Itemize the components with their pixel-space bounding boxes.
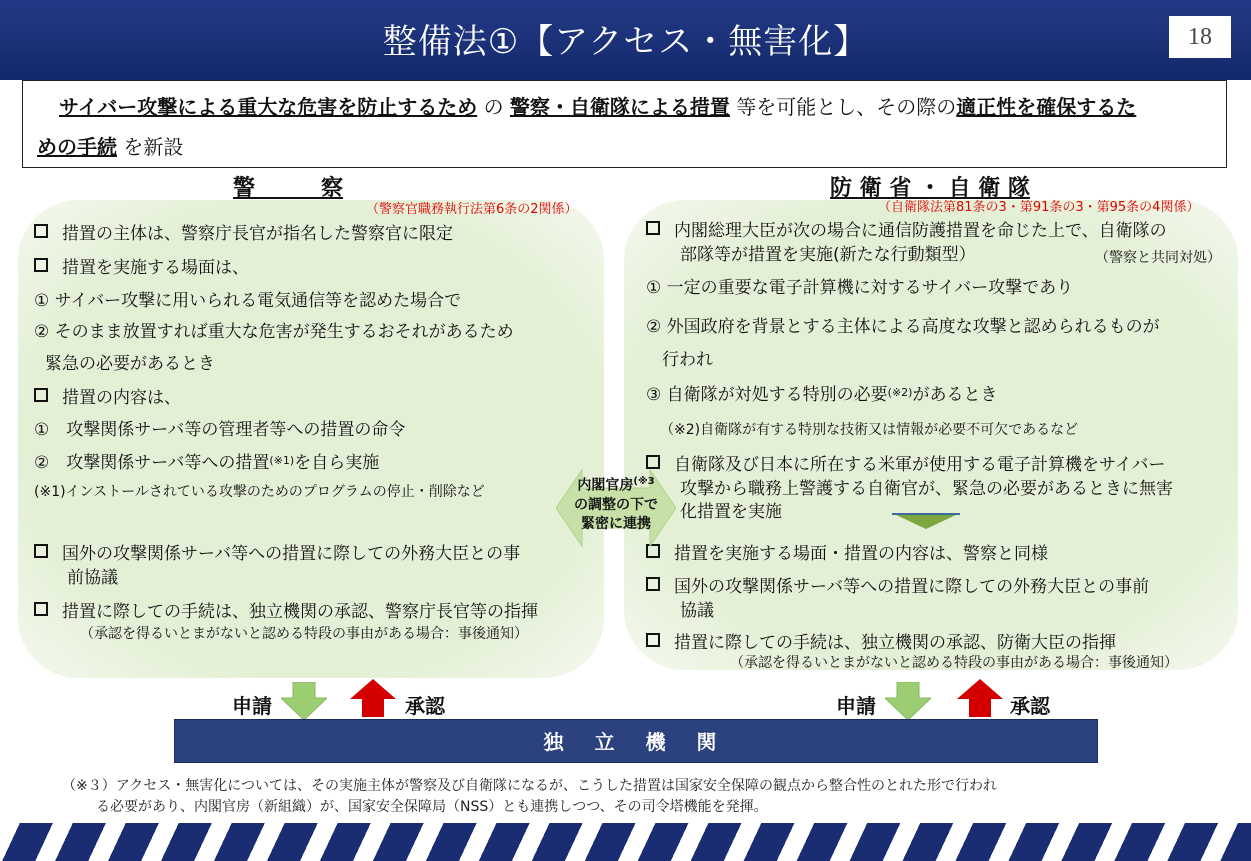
sdf-item-order-2: 部隊等が措置を実施(新たな行動類型）: [680, 245, 976, 265]
police-item-mofa: 国外の攻撃関係サーバ等への措置に際しての外務大臣との事: [34, 539, 520, 564]
sdf-cond-2b: 行われ: [662, 350, 713, 370]
summary-box: [22, 80, 1227, 168]
sdf-item-protect-3: 化措置を実施: [680, 502, 782, 522]
footnote: [62, 776, 1232, 818]
sdf-title: 防 衛 省 ・ 自 衛 隊: [830, 176, 1030, 201]
sdf-joint-note: （警察と共同対処）: [1095, 250, 1221, 266]
sdf-item-mofa: 国外の攻撃関係サーバ等への措置に際しての外務大臣との事前: [646, 572, 1149, 597]
approve-label-left: 承認: [405, 694, 445, 718]
sdf-item-protect: 自衛隊及び日本に所在する米軍が使用する電子計算機をサイバー: [646, 450, 1165, 475]
sdf-item-protect-2: 攻撃から職務上警護する自衛官が、緊急の必要があるときに無害: [680, 479, 1173, 499]
summary-text-3: を新設: [123, 135, 184, 159]
summary-emph-4: めの手続: [37, 135, 117, 159]
down-chevron-icon: [892, 513, 960, 531]
checkbox-bullet-icon: [34, 602, 48, 616]
coordination-label: 内閣官房$^{(※3}$ の調整の下で 緊密に連携: [574, 476, 658, 532]
page-number: 18: [1169, 16, 1231, 58]
police-note-1: (※1)インストールされている攻撃のためのプログラムの停止・削除など: [34, 484, 485, 500]
page-title: 整備法①【アクセス・無害化】: [382, 22, 869, 62]
footer-stripes: [0, 823, 1251, 861]
summary-emph-2: 警察・自衛隊による措置: [509, 95, 730, 119]
police-scene-2b: 緊急の必要があるとき: [45, 354, 215, 374]
sdf-item-mofa-2: 協議: [680, 601, 714, 621]
sdf-cond-3: ③ 自衛隊が対処する特別の必要$^{(※2)}$があるとき: [646, 385, 998, 405]
sdf-law-ref: （自衛隊法第81条の3・第91条の3・第95条の4関係）: [878, 200, 1200, 215]
up-arrow-icon: [350, 679, 396, 717]
checkbox-bullet-icon: [646, 633, 660, 647]
sdf-cond-2: ② 外国政府を背景とする主体による高度な攻撃と認められるものが: [646, 317, 1160, 337]
police-item-subject: 措置の主体は、警察庁長官が指名した警察官に限定: [34, 219, 453, 244]
up-arrow-icon: [957, 679, 1003, 717]
header-bar: [0, 0, 1251, 80]
sdf-note-2: （※2)自衛隊が有する特別な技術又は情報が必要不可欠であるなど: [660, 422, 1079, 438]
police-content-2: ② 攻撃関係サーバ等への措置$^{(※1)}$を自ら実施: [34, 453, 380, 473]
police-scene-2: ② そのまま放置すれば重大な危害が発生するおそれがあるため: [34, 322, 514, 342]
footnote-line-1: （※３）アクセス・無害化については、その実施主体が警察及び自衛隊になるが、こうした措置は国家安全保障の観点から整合性のとれた形で行われ: [62, 778, 998, 794]
police-scene-1: ① サイバー攻撃に用いられる電気通信等を認めた場合で: [34, 291, 462, 311]
summary-text-2: 等を可能とし、その際の: [736, 95, 957, 119]
independent-agency-bar: 独 立 機 関: [174, 719, 1098, 763]
police-item-content: 措置の内容は、: [34, 383, 181, 408]
police-title: 警 察: [233, 176, 344, 201]
police-item-mofa-2: 前協議: [67, 568, 118, 588]
sdf-cond-1: ① 一定の重要な電子計算機に対するサイバー攻撃であり: [646, 278, 1074, 298]
sdf-item-procedure: 措置に際しての手続は、独立機関の承認、防衛大臣の指揮: [646, 628, 1116, 653]
apply-label-left: 申請: [232, 694, 272, 718]
sdf-procedure-note: （承認を得るいとまがないと認める特段の事由がある場合：事後通知）: [730, 655, 1178, 671]
footnote-line-2: る必要があり、内閣官房（新組織）が、国家安全保障局（NSS）とも連携しつつ、その司令塔機能を発揮。: [96, 799, 768, 815]
sdf-item-order: 内閣総理大臣が次の場合に通信防護措置を命じた上で、自衛隊の: [646, 216, 1167, 241]
down-arrow-icon: [885, 682, 931, 720]
police-procedure-note: （承認を得るいとまがないと認める特段の事由がある場合：事後通知）: [80, 626, 528, 642]
checkbox-bullet-icon: [34, 258, 48, 272]
summary-text-1: の: [483, 95, 504, 119]
approve-label-right: 承認: [1010, 694, 1050, 718]
checkbox-bullet-icon: [34, 388, 48, 402]
summary-emph-3: 適正性を確保するた: [956, 95, 1137, 119]
checkbox-bullet-icon: [34, 224, 48, 238]
checkbox-bullet-icon: [646, 577, 660, 591]
sdf-item-same: 措置を実施する場面・措置の内容は、警察と同様: [646, 539, 1048, 564]
police-item-procedure: 措置に際しての手続は、独立機関の承認、警察庁長官等の指揮: [34, 597, 538, 622]
checkbox-bullet-icon: [34, 544, 48, 558]
summary-emph-1: サイバー攻撃による重大な危害を防止するため: [59, 95, 478, 119]
checkbox-bullet-icon: [646, 221, 660, 235]
down-arrow-icon: [281, 682, 327, 720]
police-content-1: ① 攻撃関係サーバ等の管理者等への措置の命令: [34, 420, 406, 440]
police-law-ref: （警察官職務執行法第6条の2関係）: [366, 202, 578, 217]
apply-label-right: 申請: [836, 694, 876, 718]
police-item-scene: 措置を実施する場面は、: [34, 253, 249, 278]
